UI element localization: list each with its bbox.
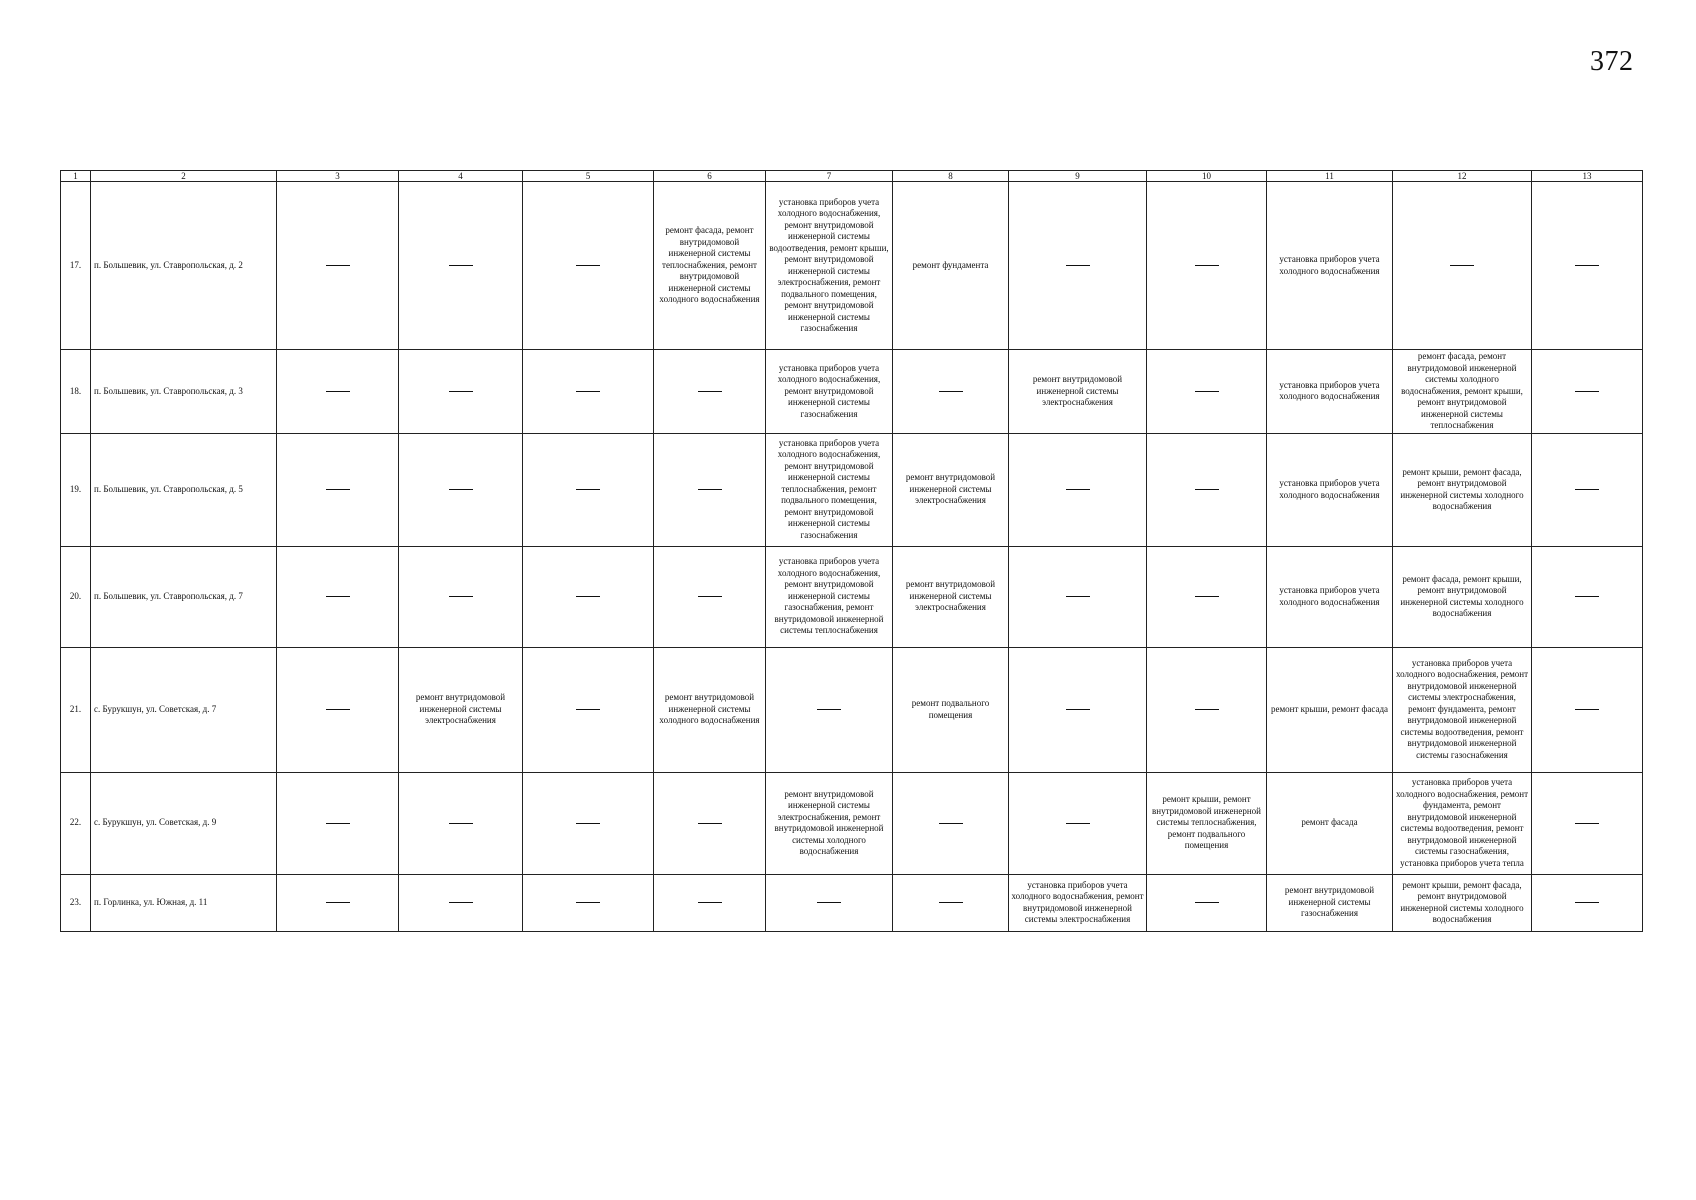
dash-mark bbox=[817, 709, 841, 710]
work-type-cell: ремонт подвального помещения bbox=[893, 647, 1009, 772]
empty-dash-cell bbox=[523, 874, 654, 931]
empty-dash-cell bbox=[1532, 350, 1643, 434]
dash-mark bbox=[939, 823, 963, 824]
dash-mark bbox=[449, 823, 473, 824]
empty-dash-cell bbox=[523, 647, 654, 772]
empty-dash-cell bbox=[893, 772, 1009, 874]
row-number: 21. bbox=[61, 647, 91, 772]
work-type-cell: ремонт крыши, ремонт фасада, ремонт внутридомовой инженерной системы холодного водоснабжения bbox=[1393, 433, 1532, 546]
empty-dash-cell bbox=[1532, 874, 1643, 931]
address-cell: п. Большевик, ул. Ставропольская, д. 3 bbox=[91, 350, 277, 434]
column-number: 1 bbox=[61, 171, 91, 182]
empty-dash-cell bbox=[523, 433, 654, 546]
column-number: 9 bbox=[1009, 171, 1147, 182]
work-type-cell: ремонт внутридомовой инженерной системы газоснабжения bbox=[1267, 874, 1393, 931]
table-row bbox=[61, 647, 1643, 772]
empty-dash-cell bbox=[1009, 772, 1147, 874]
work-type-cell: ремонт крыши, ремонт фасада, ремонт внутридомовой инженерной системы холодного водоснабжения bbox=[1393, 874, 1532, 931]
dash-mark bbox=[576, 596, 600, 597]
dash-mark bbox=[1195, 709, 1219, 710]
column-number: 10 bbox=[1147, 171, 1267, 182]
row-number: 19. bbox=[61, 433, 91, 546]
empty-dash-cell bbox=[654, 546, 766, 647]
empty-dash-cell bbox=[1532, 546, 1643, 647]
empty-dash-cell bbox=[277, 350, 399, 434]
dash-mark bbox=[1575, 823, 1599, 824]
empty-dash-cell bbox=[1147, 182, 1267, 350]
dash-mark bbox=[326, 596, 350, 597]
table-body bbox=[61, 171, 1643, 932]
dash-mark bbox=[939, 902, 963, 903]
empty-dash-cell bbox=[399, 182, 523, 350]
work-type-cell: установка приборов учета холодного водоснабжения, ремонт внутридомовой инженерной системы теплоснабжения, ремонт подвального помещения, ремонт внутридомовой инженерной системы газоснабжения bbox=[766, 433, 893, 546]
dash-mark bbox=[1575, 596, 1599, 597]
empty-dash-cell bbox=[1147, 874, 1267, 931]
empty-dash-cell bbox=[1009, 433, 1147, 546]
page-number: 372 bbox=[1590, 46, 1634, 77]
table-row bbox=[61, 546, 1643, 647]
work-type-cell: ремонт фасада bbox=[1267, 772, 1393, 874]
empty-dash-cell bbox=[277, 433, 399, 546]
work-type-cell: ремонт внутридомовой инженерной системы электроснабжения bbox=[399, 647, 523, 772]
empty-dash-cell bbox=[654, 433, 766, 546]
dash-mark bbox=[326, 391, 350, 392]
work-type-cell: установка приборов учета холодного водоснабжения bbox=[1267, 350, 1393, 434]
work-type-cell: ремонт внутридомовой инженерной системы холодного водоснабжения bbox=[654, 647, 766, 772]
dash-mark bbox=[449, 265, 473, 266]
empty-dash-cell bbox=[1009, 546, 1147, 647]
address-cell: с. Бурукшун, ул. Советская, д. 9 bbox=[91, 772, 277, 874]
dash-mark bbox=[1066, 265, 1090, 266]
row-number: 23. bbox=[61, 874, 91, 931]
empty-dash-cell bbox=[1147, 350, 1267, 434]
empty-dash-cell bbox=[893, 350, 1009, 434]
row-number: 17. bbox=[61, 182, 91, 350]
empty-dash-cell bbox=[1393, 182, 1532, 350]
empty-dash-cell bbox=[277, 874, 399, 931]
empty-dash-cell bbox=[277, 546, 399, 647]
empty-dash-cell bbox=[277, 182, 399, 350]
dash-mark bbox=[576, 823, 600, 824]
dash-mark bbox=[1450, 265, 1474, 266]
empty-dash-cell bbox=[654, 874, 766, 931]
address-cell: п. Большевик, ул. Ставропольская, д. 7 bbox=[91, 546, 277, 647]
address-cell: с. Бурукшун, ул. Советская, д. 7 bbox=[91, 647, 277, 772]
column-number: 8 bbox=[893, 171, 1009, 182]
work-type-cell: установка приборов учета холодного водоснабжения, ремонт внутридомовой инженерной системы электроснабжения, ремонт фундамента, ремонт внутридомовой инженерной системы водоотведения, ремонт внутридомовой инженерной системы газоснабжения bbox=[1393, 647, 1532, 772]
work-type-cell: ремонт внутридомовой инженерной системы электроснабжения, ремонт внутридомовой инженерной системы холодного водоснабжения bbox=[766, 772, 893, 874]
work-type-cell: установка приборов учета холодного водоснабжения, ремонт внутридомовой инженерной системы газоснабжения bbox=[766, 350, 893, 434]
empty-dash-cell bbox=[1147, 546, 1267, 647]
empty-dash-cell bbox=[523, 350, 654, 434]
dash-mark bbox=[698, 489, 722, 490]
work-type-cell: ремонт фасада, ремонт внутридомовой инженерной системы холодного водоснабжения, ремонт крыши, ремонт внутридомовой инженерной системы теплоснабжения bbox=[1393, 350, 1532, 434]
empty-dash-cell bbox=[1532, 433, 1643, 546]
table-row bbox=[61, 433, 1643, 546]
work-type-cell: установка приборов учета холодного водоснабжения, ремонт внутридомовой инженерной системы водоотведения, ремонт крыши, ремонт внутридомовой инженерной системы электроснабжения, ремонт подвального помещения, ремонт внутридомовой инженерной системы газоснабжения bbox=[766, 182, 893, 350]
work-type-cell: ремонт внутридомовой инженерной системы электроснабжения bbox=[893, 433, 1009, 546]
empty-dash-cell bbox=[399, 546, 523, 647]
dash-mark bbox=[817, 902, 841, 903]
dash-mark bbox=[698, 902, 722, 903]
empty-dash-cell bbox=[1009, 182, 1147, 350]
work-type-cell: ремонт фундамента bbox=[893, 182, 1009, 350]
column-number: 7 bbox=[766, 171, 893, 182]
column-number: 3 bbox=[277, 171, 399, 182]
dash-mark bbox=[326, 265, 350, 266]
empty-dash-cell bbox=[766, 874, 893, 931]
dash-mark bbox=[449, 489, 473, 490]
row-number: 20. bbox=[61, 546, 91, 647]
dash-mark bbox=[326, 823, 350, 824]
dash-mark bbox=[698, 391, 722, 392]
dash-mark bbox=[576, 391, 600, 392]
work-type-cell: ремонт фасада, ремонт крыши, ремонт внутридомовой инженерной системы холодного водоснабжения bbox=[1393, 546, 1532, 647]
dash-mark bbox=[1575, 391, 1599, 392]
empty-dash-cell bbox=[1147, 433, 1267, 546]
empty-dash-cell bbox=[399, 874, 523, 931]
work-type-cell: установка приборов учета холодного водоснабжения, ремонт внутридомовой инженерной системы газоснабжения, ремонт внутридомовой инженерной системы теплоснабжения bbox=[766, 546, 893, 647]
dash-mark bbox=[1066, 596, 1090, 597]
work-type-cell: установка приборов учета холодного водоснабжения bbox=[1267, 433, 1393, 546]
row-number: 18. bbox=[61, 350, 91, 434]
dash-mark bbox=[576, 265, 600, 266]
dash-mark bbox=[449, 391, 473, 392]
empty-dash-cell bbox=[399, 433, 523, 546]
column-number: 2 bbox=[91, 171, 277, 182]
dash-mark bbox=[698, 596, 722, 597]
empty-dash-cell bbox=[399, 772, 523, 874]
empty-dash-cell bbox=[654, 350, 766, 434]
empty-dash-cell bbox=[893, 874, 1009, 931]
dash-mark bbox=[1066, 823, 1090, 824]
dash-mark bbox=[576, 709, 600, 710]
empty-dash-cell bbox=[1009, 647, 1147, 772]
empty-dash-cell bbox=[654, 772, 766, 874]
dash-mark bbox=[449, 596, 473, 597]
empty-dash-cell bbox=[277, 772, 399, 874]
work-type-cell: установка приборов учета холодного водоснабжения, ремонт фундамента, ремонт внутридомовой инженерной системы водоотведения, ремонт внутридомовой инженерной системы газоснабжения, установка приборов учета тепла bbox=[1393, 772, 1532, 874]
table-row bbox=[61, 182, 1643, 350]
repair-schedule-table bbox=[60, 170, 1643, 932]
dash-mark bbox=[1195, 391, 1219, 392]
dash-mark bbox=[326, 902, 350, 903]
dash-mark bbox=[326, 709, 350, 710]
work-type-cell: ремонт крыши, ремонт внутридомовой инженерной системы теплоснабжения, ремонт подвального помещения bbox=[1147, 772, 1267, 874]
column-number-row bbox=[61, 171, 1643, 182]
empty-dash-cell bbox=[523, 182, 654, 350]
dash-mark bbox=[1575, 709, 1599, 710]
address-cell: п. Большевик, ул. Ставропольская, д. 5 bbox=[91, 433, 277, 546]
dash-mark bbox=[1066, 489, 1090, 490]
work-type-cell: установка приборов учета холодного водоснабжения bbox=[1267, 546, 1393, 647]
dash-mark bbox=[939, 391, 963, 392]
column-number: 11 bbox=[1267, 171, 1393, 182]
column-number: 6 bbox=[654, 171, 766, 182]
empty-dash-cell bbox=[1532, 182, 1643, 350]
table-row bbox=[61, 350, 1643, 434]
dash-mark bbox=[1575, 489, 1599, 490]
dash-mark bbox=[576, 489, 600, 490]
work-type-cell: ремонт фасада, ремонт внутридомовой инженерной системы теплоснабжения, ремонт внутридомовой инженерной системы холодного водоснабжения bbox=[654, 182, 766, 350]
column-number: 12 bbox=[1393, 171, 1532, 182]
empty-dash-cell bbox=[1532, 647, 1643, 772]
dash-mark bbox=[1575, 265, 1599, 266]
address-cell: п. Большевик, ул. Ставропольская, д. 2 bbox=[91, 182, 277, 350]
empty-dash-cell bbox=[277, 647, 399, 772]
dash-mark bbox=[1195, 902, 1219, 903]
work-type-cell: установка приборов учета холодного водоснабжения bbox=[1267, 182, 1393, 350]
column-number: 4 bbox=[399, 171, 523, 182]
dash-mark bbox=[1195, 265, 1219, 266]
work-type-cell: ремонт крыши, ремонт фасада bbox=[1267, 647, 1393, 772]
empty-dash-cell bbox=[1147, 647, 1267, 772]
empty-dash-cell bbox=[523, 546, 654, 647]
empty-dash-cell bbox=[523, 772, 654, 874]
dash-mark bbox=[326, 489, 350, 490]
dash-mark bbox=[698, 823, 722, 824]
column-number: 13 bbox=[1532, 171, 1643, 182]
address-cell: п. Горлинка, ул. Южная, д. 11 bbox=[91, 874, 277, 931]
row-number: 22. bbox=[61, 772, 91, 874]
dash-mark bbox=[1575, 902, 1599, 903]
table-row bbox=[61, 772, 1643, 874]
empty-dash-cell bbox=[399, 350, 523, 434]
column-number: 5 bbox=[523, 171, 654, 182]
empty-dash-cell bbox=[1532, 772, 1643, 874]
work-type-cell: установка приборов учета холодного водоснабжения, ремонт внутридомовой инженерной системы электроснабжения bbox=[1009, 874, 1147, 931]
dash-mark bbox=[1066, 709, 1090, 710]
table-row bbox=[61, 874, 1643, 931]
dash-mark bbox=[576, 902, 600, 903]
dash-mark bbox=[449, 902, 473, 903]
work-type-cell: ремонт внутридомовой инженерной системы электроснабжения bbox=[893, 546, 1009, 647]
dash-mark bbox=[1195, 596, 1219, 597]
work-type-cell: ремонт внутридомовой инженерной системы электроснабжения bbox=[1009, 350, 1147, 434]
dash-mark bbox=[1195, 489, 1219, 490]
empty-dash-cell bbox=[766, 647, 893, 772]
